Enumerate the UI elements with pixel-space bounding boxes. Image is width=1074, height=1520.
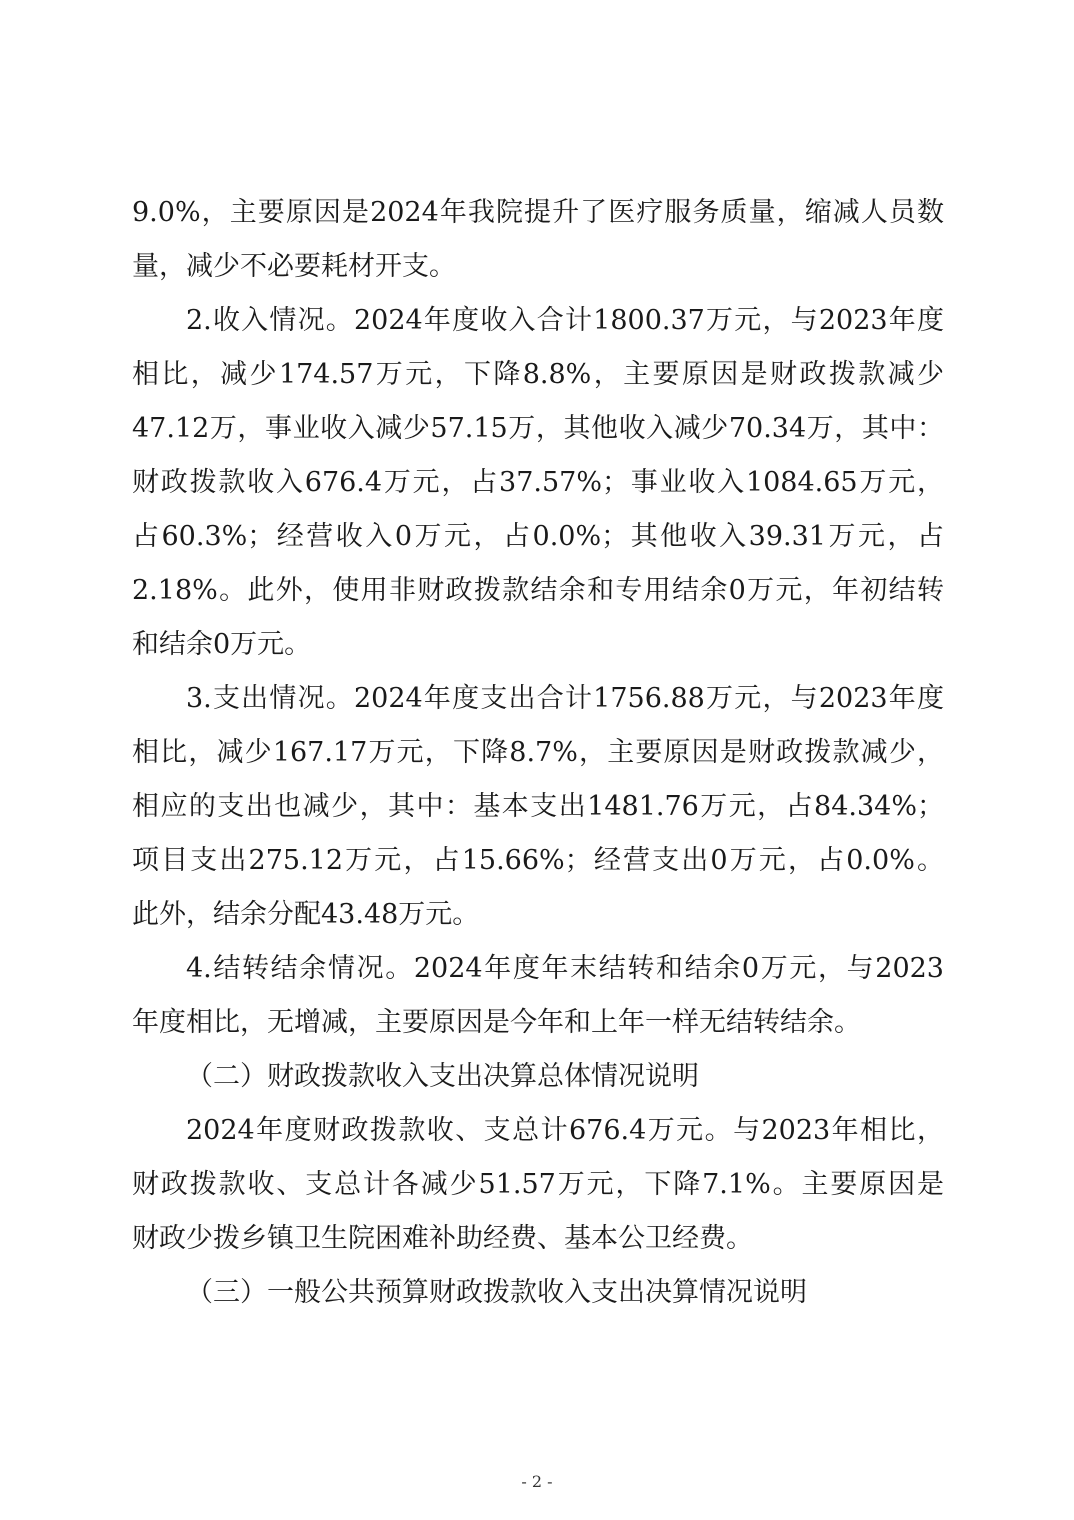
text-line: 财政少拨乡镇卫生院困难补助经费、基本公卫经费。: [132, 1223, 753, 1254]
page-number: - 2 -: [521, 1472, 553, 1491]
text-line: 财政拨款收、支总计各减少51.57万元，下降7.1%。主要原因是: [132, 1169, 944, 1200]
text-line: 9.0%，主要原因是2024年我院提升了医疗服务质量，缩减人员数: [132, 197, 944, 228]
text-line: 相比，减少174.57万元，下降8.8%，主要原因是财政拨款减少: [132, 359, 944, 390]
text-line: 占60.3%；经营收入0万元，占0.0%；其他收入39.31万元，占: [132, 521, 944, 552]
text-line: 相比，减少167.17万元，下降8.7%，主要原因是财政拨款减少，: [132, 737, 944, 768]
text-line: 2024年度财政拨款收、支总计676.4万元。与2023年相比，: [186, 1115, 944, 1146]
text-line: 3.支出情况。2024年度支出合计1756.88万元，与2023年度: [186, 683, 944, 714]
text-line: 2.收入情况。2024年度收入合计1800.37万元，与2023年度: [186, 305, 944, 336]
text-line: 47.12万，事业收入减少57.15万，其他收入减少70.34万，其中：: [132, 413, 944, 444]
text-line: 和结余0万元。: [132, 629, 312, 660]
section-heading: （三）一般公共预算财政拨款收入支出决算情况说明: [186, 1277, 807, 1308]
text-line: 4.结转结余情况。2024年度年末结转和结余0万元，与2023: [186, 953, 944, 984]
text-line: 项目支出275.12万元，占15.66%；经营支出0万元，占0.0%。: [132, 845, 944, 876]
text-line: 此外，结余分配43.48万元。: [132, 899, 480, 930]
text-line: 财政拨款收入676.4万元，占37.57%；事业收入1084.65万元，: [132, 467, 944, 498]
section-heading: （二）财政拨款收入支出决算总体情况说明: [186, 1061, 699, 1092]
text-line: 相应的支出也减少，其中：基本支出1481.76万元，占84.34%；: [132, 791, 944, 822]
text-line: 年度相比，无增减，主要原因是今年和上年一样无结转结余。: [132, 1007, 861, 1038]
text-line: 2.18%。此外，使用非财政拨款结余和专用结余0万元，年初结转: [132, 575, 944, 606]
text-line: 量，减少不必要耗材开支。: [132, 251, 456, 282]
